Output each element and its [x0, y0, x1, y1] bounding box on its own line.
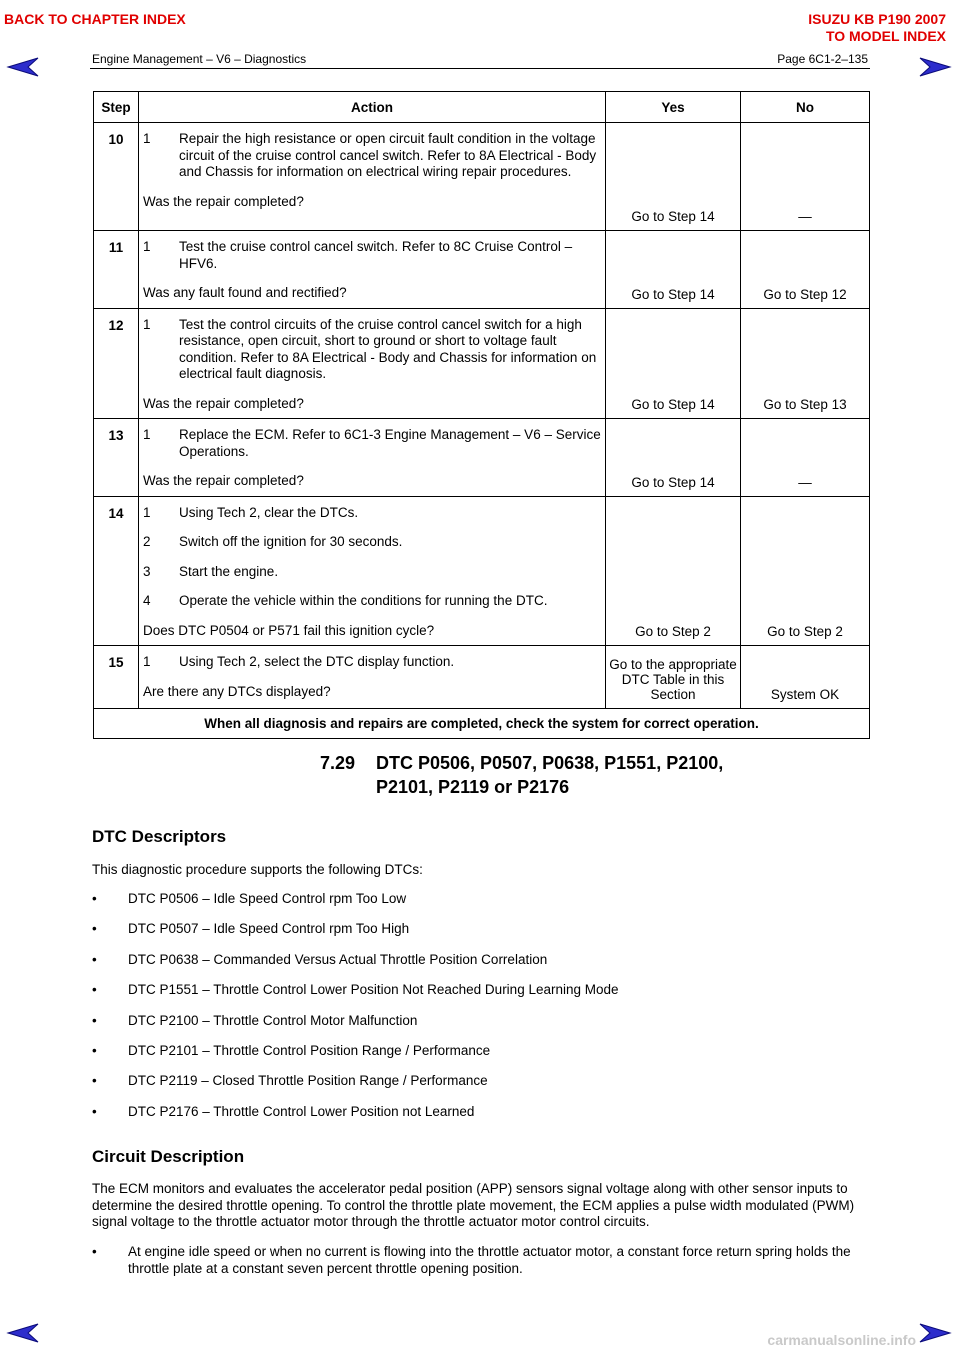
model-name: ISUZU KB P190 2007: [808, 11, 946, 27]
dtc-item-text: DTC P0638 – Commanded Versus Actual Throttle Position Correlation: [128, 951, 548, 967]
action-item-text: Start the engine.: [179, 563, 279, 579]
action-item-number: 1: [143, 131, 151, 146]
column-header-yes: Yes: [606, 92, 741, 123]
back-to-chapter-index-link[interactable]: BACK TO CHAPTER INDEX: [4, 11, 186, 27]
action-question: Are there any DTCs displayed?: [143, 683, 331, 699]
dtc-item-text: DTC P2119 – Closed Throttle Position Range / Performance: [128, 1073, 488, 1089]
section-title-line1: DTC P0506, P0507, P0638, P1551, P2100,: [376, 753, 724, 773]
next-page-arrow-icon[interactable]: [918, 1322, 952, 1344]
action-item-text: Using Tech 2, select the DTC display function.: [179, 654, 455, 669]
dtc-item-text: DTC P1551 – Throttle Control Lower Position Not Reached During Learning Mode: [128, 982, 619, 998]
step-number: 12: [94, 308, 139, 419]
model-index-label: TO MODEL INDEX: [825, 28, 946, 44]
no-result: System OK: [741, 646, 870, 709]
prev-page-arrow-icon[interactable]: [6, 56, 40, 78]
circuit-description-heading: Circuit Description: [92, 1147, 245, 1166]
bullet-icon: •: [92, 921, 97, 937]
table-row: [94, 123, 870, 231]
action-item: [143, 239, 601, 272]
action-cell: [139, 308, 606, 419]
action-item-text: Repair the high resistance or open circuit fault condition in the voltage circuit of the cruise control cancel switch. Refer to 8A Electrical - Body and Chassis for information on electrical wiring repair procedures.: [179, 131, 597, 179]
bullet-icon: •: [92, 891, 97, 906]
action-cell: [139, 123, 606, 231]
next-page-arrow-icon[interactable]: [918, 56, 952, 78]
table-header-row: [94, 92, 870, 123]
section-number: 7.29: [320, 753, 356, 773]
list-item: [92, 1073, 872, 1090]
dtc-item-text: DTC P2101 – Throttle Control Position Range / Performance: [128, 1043, 491, 1058]
action-item-number: 4: [143, 593, 151, 608]
to-model-index-link[interactable]: [808, 11, 946, 45]
action-item: [143, 505, 601, 522]
diagnostic-table: [93, 91, 870, 739]
no-result: Go to Step 12: [741, 231, 870, 309]
action-item-text: Replace the ECM. Refer to 6C1-3 Engine Management – V6 – Service Operations.: [179, 427, 601, 459]
action-question: Was any fault found and rectified?: [143, 285, 347, 300]
list-item: [92, 891, 872, 908]
action-item-number: 1: [143, 239, 151, 254]
step-number: 13: [94, 419, 139, 497]
action-item-text: Switch off the ignition for 30 seconds.: [179, 534, 403, 549]
action-item-text: Test the control circuits of the cruise control cancel switch for a high resistance, open circuit, short to ground or short to voltage fault condition. Refer to 8A Electrical - Body and Chassis for information on electrical fault diagnosis.: [179, 316, 597, 381]
yes-result: Go to Step 14: [606, 419, 741, 497]
action-item: [143, 654, 601, 671]
bullet-icon: •: [92, 1244, 97, 1259]
list-item: [92, 1013, 872, 1030]
action-cell: [139, 231, 606, 309]
table-row: [94, 419, 870, 497]
list-item: [92, 1104, 872, 1121]
bullet-icon: •: [92, 951, 97, 967]
table-row: [94, 496, 870, 646]
action-cell: [139, 419, 606, 497]
bullet-icon: •: [92, 1103, 97, 1119]
action-question: Was the repair completed?: [143, 193, 304, 209]
step-number: 11: [94, 231, 139, 309]
list-item: [92, 952, 872, 969]
action-cell: [139, 646, 606, 709]
running-header-title: Engine Management – V6 – Diagnostics: [92, 52, 307, 66]
step-number: 15: [94, 646, 139, 709]
table-row: [94, 646, 870, 709]
action-item-text: Using Tech 2, clear the DTCs.: [179, 504, 359, 520]
no-result: Go to Step 13: [741, 308, 870, 419]
dtc-item-text: DTC P0506 – Idle Speed Control rpm Too Low: [128, 891, 407, 906]
table-footer-note: When all diagnosis and repairs are completed, check the system for correct operation.: [94, 709, 870, 739]
action-item-text: Operate the vehicle within the conditions for running the DTC.: [179, 593, 548, 608]
yes-result: Go to Step 14: [606, 308, 741, 419]
table-row: [94, 308, 870, 419]
dtc-item-text: DTC P2100 – Throttle Control Motor Malfunction: [128, 1012, 418, 1028]
action-item: [143, 564, 601, 581]
action-item: [143, 427, 601, 460]
page-number: Page 6C1-2–135: [777, 52, 868, 66]
section-title: [320, 751, 723, 799]
yes-result: Go to Step 14: [606, 231, 741, 309]
action-item-text: Test the cruise control cancel switch. Refer to 8C Cruise Control – HFV6.: [179, 239, 573, 271]
list-item: [92, 921, 872, 938]
action-item: [143, 131, 601, 181]
dtc-item-text: DTC P2176 – Throttle Control Lower Position not Learned: [128, 1103, 475, 1119]
column-header-step: Step: [94, 92, 139, 123]
action-item-number: 1: [143, 654, 151, 669]
bullet-icon: •: [92, 1043, 97, 1058]
watermark: carmanualsonline.info: [767, 1332, 916, 1348]
no-result: Go to Step 2: [741, 496, 870, 646]
action-item-number: 1: [143, 316, 151, 332]
circuit-bullet-text: At engine idle speed or when no current is flowing into the throttle actuator motor, a constant force return spring holds the throttle plate at a constant seven percent throttle opening position.: [128, 1244, 851, 1276]
no-result: —: [741, 419, 870, 497]
dtc-item-text: DTC P0507 – Idle Speed Control rpm Too High: [128, 921, 410, 937]
table-row: [94, 231, 870, 309]
action-question: Was the repair completed?: [143, 395, 304, 411]
header-divider: [90, 68, 870, 69]
list-item: [92, 1043, 872, 1060]
list-item: [92, 1244, 872, 1277]
action-item: [143, 593, 601, 610]
step-number: 10: [94, 123, 139, 231]
prev-page-arrow-icon[interactable]: [6, 1322, 40, 1344]
bullet-icon: •: [92, 982, 97, 998]
yes-result: Go to Step 2: [606, 496, 741, 646]
bullet-icon: •: [92, 1012, 97, 1028]
action-item-number: 1: [143, 427, 151, 442]
table-footer-row: [94, 709, 870, 739]
yes-result: Go to the appropriate DTC Table in this Section: [606, 646, 741, 709]
list-item: [92, 982, 872, 999]
action-item: [143, 317, 601, 383]
yes-result: Go to Step 14: [606, 123, 741, 231]
action-item-number: 1: [143, 504, 151, 520]
section-title-line2: P2101, P2119 or P2176: [376, 777, 570, 797]
action-item-number: 3: [143, 563, 151, 579]
action-item-number: 2: [143, 534, 151, 549]
action-question: Was the repair completed?: [143, 473, 304, 488]
dtc-descriptors-intro: This diagnostic procedure supports the following DTCs:: [92, 862, 423, 877]
column-header-no: No: [741, 92, 870, 123]
step-number: 14: [94, 496, 139, 646]
action-cell: [139, 496, 606, 646]
no-result: —: [741, 123, 870, 231]
action-question: Does DTC P0504 or P571 fail this ignition cycle?: [143, 622, 435, 638]
dtc-descriptors-heading: DTC Descriptors: [92, 827, 227, 846]
circuit-description-paragraph: The ECM monitors and evaluates the accelerator pedal position (APP) sensors signal voltage along with other sensor inputs to determine the desired throttle opening. To control the throttle plate movement, the ECM applies a pulse width modulated (PWM) signal voltage to the throttle actuator motor through the throttle actuator motor control circuits.: [92, 1181, 855, 1229]
bullet-icon: •: [92, 1073, 97, 1089]
action-item: [143, 534, 601, 551]
column-header-action: Action: [139, 92, 606, 123]
